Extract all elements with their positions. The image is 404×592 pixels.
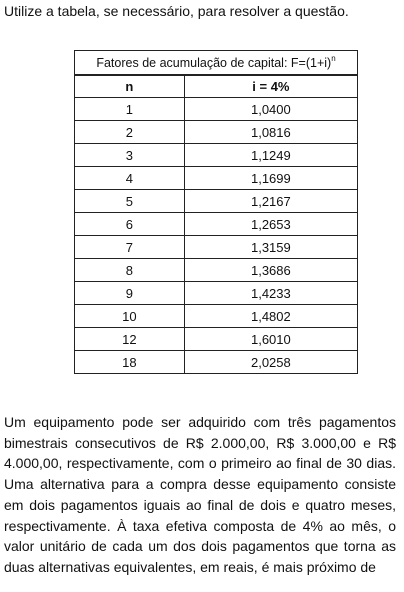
cell-n: 1 bbox=[75, 98, 185, 121]
table-header-row bbox=[75, 75, 358, 98]
cell-n: 12 bbox=[75, 328, 185, 351]
accumulation-factor-table-container bbox=[74, 50, 358, 374]
cell-n: 8 bbox=[75, 259, 185, 282]
table-row bbox=[75, 213, 358, 236]
table-row bbox=[75, 351, 358, 374]
cell-factor: 1,3686 bbox=[184, 259, 357, 282]
cell-n: 4 bbox=[75, 167, 185, 190]
table-row bbox=[75, 190, 358, 213]
table-caption-row bbox=[75, 51, 358, 76]
cell-n: 10 bbox=[75, 305, 185, 328]
cell-n: 6 bbox=[75, 213, 185, 236]
table-body bbox=[75, 98, 358, 374]
cell-factor: 1,4802 bbox=[184, 305, 357, 328]
cell-n: 18 bbox=[75, 351, 185, 374]
cell-factor: 2,0258 bbox=[184, 351, 357, 374]
cell-factor: 1,4233 bbox=[184, 282, 357, 305]
table-row bbox=[75, 167, 358, 190]
cell-factor: 1,0400 bbox=[184, 98, 357, 121]
table-row bbox=[75, 328, 358, 351]
cell-factor: 1,1699 bbox=[184, 167, 357, 190]
table-row bbox=[75, 121, 358, 144]
cell-factor: 1,1249 bbox=[184, 144, 357, 167]
instruction-text: Utilize a tabela, se necessário, para resolver a questão. bbox=[4, 3, 349, 19]
cell-factor: 1,0816 bbox=[184, 121, 357, 144]
accumulation-factor-table bbox=[74, 50, 358, 374]
table-caption bbox=[75, 51, 358, 76]
table-caption-text: Fatores de acumulação de capital: F=(1+i) bbox=[96, 55, 332, 70]
column-header-n: n bbox=[75, 75, 185, 98]
cell-factor: 1,3159 bbox=[184, 236, 357, 259]
table-caption-exponent: n bbox=[331, 53, 336, 63]
cell-n: 7 bbox=[75, 236, 185, 259]
question-paragraph: Um equipamento pode ser adquirido com três pagamentos bimestrais consecutivos de R$ 2.000,00, R$ 3.000,00 e R$ 4.000,00, respectivamente, com o primeiro ao final de 30 dias. Uma alternativa para a compra desse equipamento consiste em dois pagamentos iguais ao final de dois e quatro meses, respectivamente. À taxa efetiva composta de 4% ao mês, o valor unitário de cada um dos dois pagamentos que torna as duas alternativas equivalentes, em reais, é mais próximo de bbox=[4, 414, 396, 575]
table-row bbox=[75, 282, 358, 305]
cell-factor: 1,2167 bbox=[184, 190, 357, 213]
table-row bbox=[75, 144, 358, 167]
cell-factor: 1,2653 bbox=[184, 213, 357, 236]
column-header-rate: i = 4% bbox=[184, 75, 357, 98]
table-row bbox=[75, 305, 358, 328]
cell-n: 5 bbox=[75, 190, 185, 213]
table-row bbox=[75, 259, 358, 282]
table-row bbox=[75, 236, 358, 259]
cell-n: 3 bbox=[75, 144, 185, 167]
cell-factor: 1,6010 bbox=[184, 328, 357, 351]
cell-n: 9 bbox=[75, 282, 185, 305]
table-row bbox=[75, 98, 358, 121]
cell-n: 2 bbox=[75, 121, 185, 144]
